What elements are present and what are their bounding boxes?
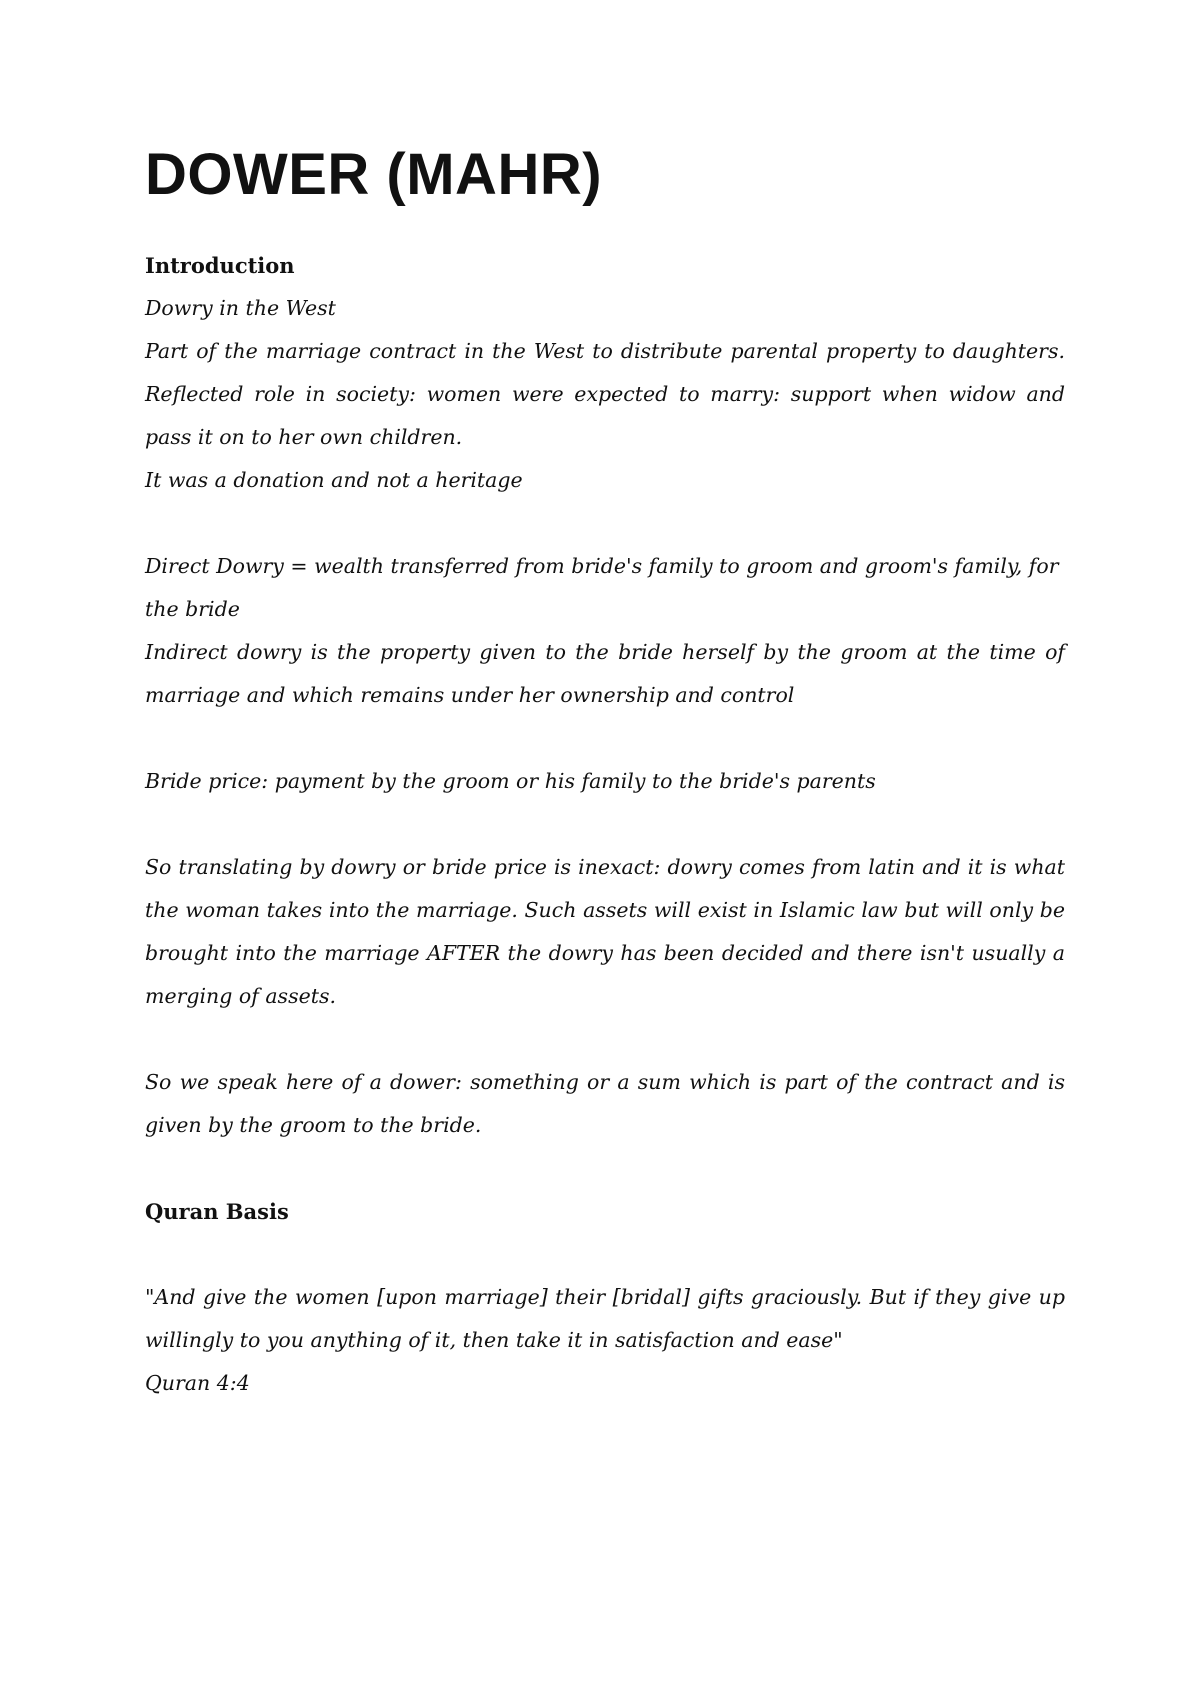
paragraph-bride-price: Bride price: payment by the groom or his family to the bride's parents bbox=[145, 769, 876, 793]
document-title: DOWER (MAHR) bbox=[145, 142, 603, 207]
paragraph-direct-dowry: Direct Dowry = wealth transferred from bride's family to groom and groom's family, for the bride bbox=[145, 554, 1059, 621]
spacer bbox=[145, 1233, 1065, 1276]
quran-citation: Quran 4:4 bbox=[145, 1371, 250, 1395]
spacer bbox=[145, 717, 1065, 760]
spacer bbox=[145, 1018, 1065, 1061]
paragraph-marriage-contract: Part of the marriage contract in the West to distribute parental property to daughters. Reflected role in society: women were expected to marry: support when widow and pass it on to her own children. bbox=[145, 339, 1065, 449]
subheading-dowry-in-the-west: Dowry in the West bbox=[145, 296, 336, 320]
section-heading-introduction: Introduction bbox=[145, 253, 295, 278]
section-heading-quran-basis: Quran Basis bbox=[145, 1199, 289, 1224]
paragraph-indirect-dowry: Indirect dowry is the property given to the bride herself by the groom at the time of marriage and which remains under her ownership and control bbox=[145, 640, 1065, 707]
paragraph-donation: It was a donation and not a heritage bbox=[145, 468, 523, 492]
spacer bbox=[145, 502, 1065, 545]
paragraph-translation-note: So translating by dowry or bride price is inexact: dowry comes from latin and it is what the woman takes into the marriage. Such assets will exist in Islamic law but will only be brought into the marriage AFTER the dowry has been decided and there isn't usually a merging of assets. bbox=[145, 855, 1065, 1008]
document-body bbox=[145, 140, 1065, 1405]
quran-quote: "And give the women [upon marriage] their [bridal] gifts graciously. But if they give up willingly to you anything of it, then take it in satisfaction and ease" bbox=[145, 1285, 1065, 1352]
spacer bbox=[145, 803, 1065, 846]
spacer bbox=[145, 1147, 1065, 1190]
paragraph-dower-definition: So we speak here of a dower: something or a sum which is part of the contract and is given by the groom to the bride. bbox=[145, 1070, 1065, 1137]
